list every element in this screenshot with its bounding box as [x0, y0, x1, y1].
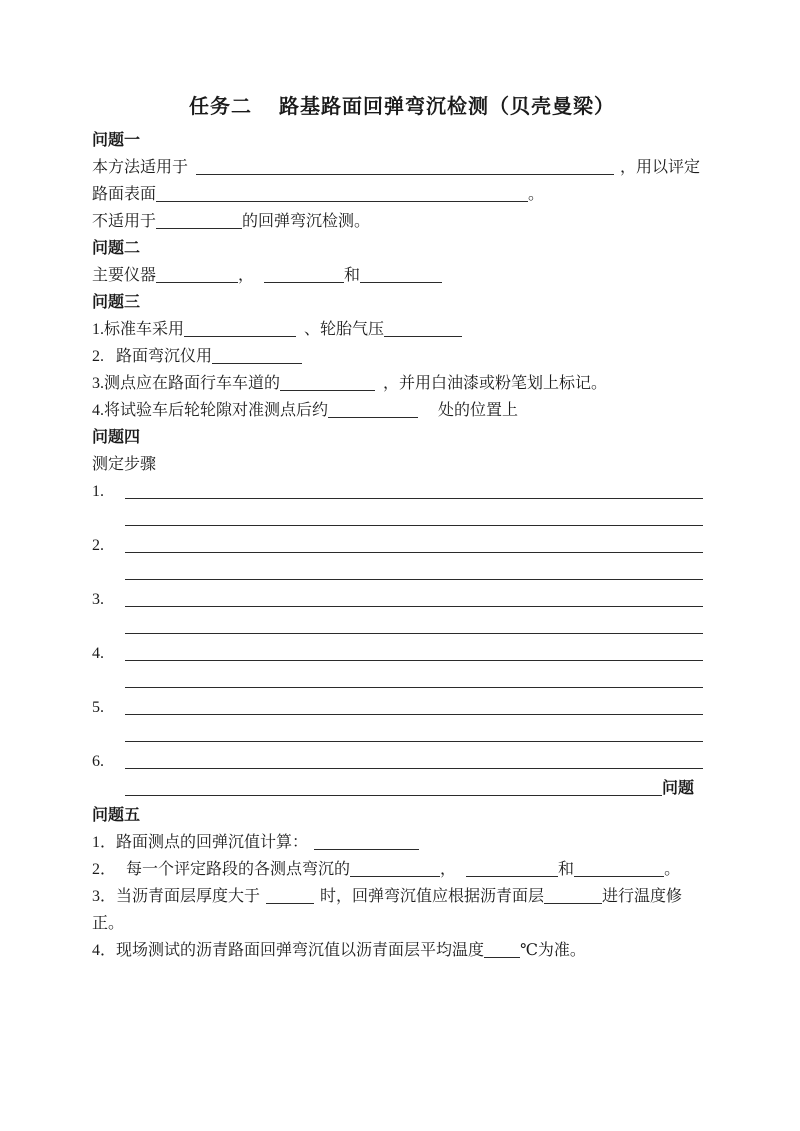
line-text: 1.	[92, 483, 104, 500]
line-text: 3.	[92, 591, 104, 608]
document-line	[92, 586, 712, 613]
section-heading	[92, 802, 712, 829]
line-text: 路面弯沉仪用	[116, 348, 213, 365]
line-text: 路面表面	[92, 186, 157, 203]
spacer	[188, 171, 196, 172]
line-text: 每一个评定路段的各测点弯沉的	[126, 861, 351, 878]
document-line	[92, 154, 712, 181]
line-text: 3.测点应在路面行车车道的	[92, 375, 281, 392]
line-text: 2.	[92, 537, 104, 554]
blank-field	[184, 322, 296, 337]
heading-text: 问题一	[92, 132, 141, 149]
blank-field	[156, 214, 242, 229]
section-heading	[92, 235, 712, 262]
document-line	[92, 694, 712, 721]
blank-field	[360, 268, 442, 283]
document-line	[92, 910, 712, 937]
spacer	[375, 387, 383, 388]
document-line	[92, 208, 712, 235]
spacer	[92, 630, 125, 631]
document-line	[92, 370, 712, 397]
heading-text: 问题三	[92, 294, 141, 311]
document-line	[92, 262, 712, 289]
line-text: 2.	[92, 348, 104, 365]
spacer	[418, 414, 438, 415]
line-text: ℃为准。	[520, 942, 586, 959]
line-text: ，	[238, 267, 255, 284]
blank-field	[125, 754, 703, 769]
line-text: 4．现场测试的沥青路面回弹弯沉值以沥青面层平均温度	[92, 942, 485, 959]
line-text: 4.将试验车后轮轮隙对准测点后约	[92, 402, 329, 419]
blank-field	[196, 160, 614, 175]
blank-field	[125, 619, 703, 634]
blank-field	[125, 511, 703, 526]
line-text: 主要仪器	[92, 267, 157, 284]
document-line	[92, 829, 712, 856]
line-text: 1.标准车采用	[92, 321, 185, 338]
blank-field	[212, 349, 302, 364]
document-line	[92, 721, 712, 748]
spacer	[92, 522, 125, 523]
document-line	[92, 478, 712, 505]
blank-field	[125, 538, 703, 553]
blank-field	[544, 889, 602, 904]
line-text: 6.	[92, 753, 104, 770]
document-line	[92, 856, 712, 883]
spacer	[92, 792, 125, 793]
blank-field	[328, 403, 418, 418]
spacer	[92, 576, 125, 577]
blank-field	[125, 727, 703, 742]
line-text: 测定步骤	[92, 456, 157, 473]
blank-field	[125, 673, 703, 688]
blank-field	[125, 484, 703, 499]
line-text: 正。	[92, 915, 125, 932]
blank-field	[280, 376, 375, 391]
document-line	[92, 316, 712, 343]
line-text: 。	[528, 186, 545, 203]
document-line	[92, 532, 712, 559]
line-text: 处的位置上	[438, 402, 519, 419]
spacer	[456, 873, 466, 874]
spacer	[104, 360, 116, 361]
spacer	[116, 873, 126, 874]
spacer	[254, 279, 264, 280]
line-text: 进行温度修	[602, 888, 683, 905]
document-line	[92, 613, 712, 640]
blank-field	[266, 889, 314, 904]
document-line	[92, 667, 712, 694]
line-text: ，	[440, 861, 457, 878]
line-text: ，并用白油漆或粉笔划上标记。	[383, 375, 608, 392]
blank-field	[156, 187, 528, 202]
blank-field	[125, 592, 703, 607]
document-line	[92, 883, 712, 910]
document-line	[92, 559, 712, 586]
section-heading	[92, 424, 712, 451]
line-text: 本方法适用于	[92, 159, 189, 176]
spacer	[296, 333, 304, 334]
line-text: 3．当沥青面层厚度大于	[92, 888, 261, 905]
blank-field	[466, 862, 558, 877]
line-text: 。	[664, 861, 681, 878]
blank-field	[125, 565, 703, 580]
document-line	[92, 451, 712, 478]
line-text: 时，回弹弯沉值应根据沥青面层	[320, 888, 545, 905]
line-text: ，用以评定	[620, 159, 701, 176]
heading-text: 问题四	[92, 429, 141, 446]
document-line	[92, 343, 712, 370]
line-text: 和	[558, 861, 575, 878]
blank-field	[125, 646, 703, 661]
blank-field	[350, 862, 440, 877]
blank-field	[484, 943, 520, 958]
line-text: 4.	[92, 645, 104, 662]
document-line	[92, 937, 712, 964]
blank-field	[574, 862, 664, 877]
document-line	[92, 775, 712, 802]
line-text: 5.	[92, 699, 104, 716]
document-line	[92, 181, 712, 208]
line-text: 的回弹弯沉检测。	[242, 213, 371, 230]
heading-text: 问题二	[92, 240, 141, 257]
blank-field	[125, 781, 662, 796]
blank-field	[314, 835, 419, 850]
spacer	[92, 738, 125, 739]
document-line	[92, 505, 712, 532]
line-text: 、轮胎气压	[304, 321, 385, 338]
blank-field	[156, 268, 238, 283]
blank-field	[384, 322, 462, 337]
line-text: 1．路面测点的回弹沉值计算：	[92, 834, 309, 851]
line-text: 不适用于	[92, 213, 157, 230]
section-heading	[92, 127, 712, 154]
document-title: 任务二 路基路面回弹弯沉检测（贝壳曼梁）	[189, 96, 615, 118]
blank-field	[264, 268, 344, 283]
document-body	[92, 127, 712, 964]
document-line	[92, 640, 712, 667]
section-heading	[92, 289, 712, 316]
blank-field	[125, 700, 703, 715]
heading-text: 问题五	[92, 807, 141, 824]
document-line	[92, 748, 712, 775]
line-text: 和	[344, 267, 361, 284]
spacer	[92, 684, 125, 685]
document-line	[92, 397, 712, 424]
line-text: 问题	[662, 780, 695, 797]
line-text: 2．	[92, 861, 117, 878]
